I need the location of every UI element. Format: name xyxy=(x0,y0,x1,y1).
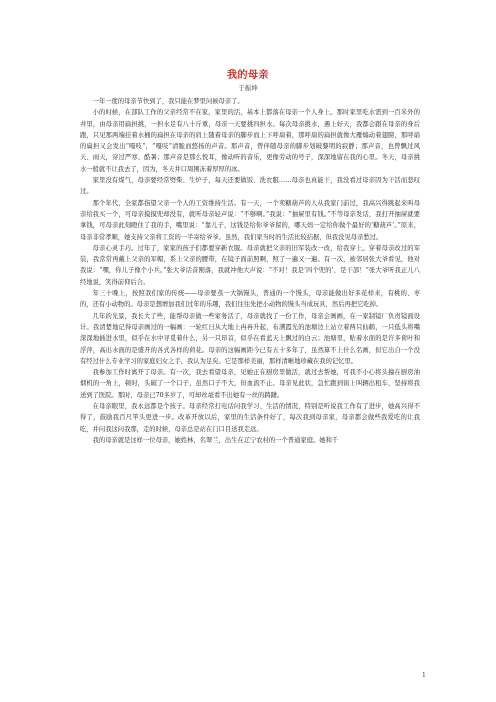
paragraph: 我的母亲就是这样一位母亲，她姓林，名翠兰，出生在辽宁农村的一个普通家庭。她和千 xyxy=(92,436,339,444)
paragraph: 家里没有煤气，母亲要经常劈柴、生炉子，每天还要做饭、洗衣服……母亲也真能干，我没看过母亲因为干活而悲叹过。 xyxy=(80,177,420,196)
paragraph: 母亲心灵手巧。过年了，家家的孩子们都要穿新衣服。母亲就把父亲的旧军装改一改，给我穿上。穿着母亲改过的军装，我常常再戴上父亲的军帽，系上父亲的腰带，在镜子面前照啊，照了一遍又一遍。有一次，被邻居张大爷看见，他对我说：“嘿，你儿子像个小兵。”张大爷话音刚落，我就冲他大声说：“不对！我是‘四个兜的’，是干部！”张大爷听我正儿八经地说，笑得前仰后合。 xyxy=(80,244,420,286)
paragraph: 几年的光景，我长大了些，能帮母亲做一些家务活了，母亲就找了一份工作，母亲会画画，在一家制镜厂负责镜面设计。我清楚地记得母亲画过的一幅画：一轮红日从大地上冉冉升起，布满霞光的池塘边上站立着两只仙鹤，一只低头将嘴深深地插进水里，似乎在水中寻觅着什么，另一只昂首，似乎在看蓝天上飘过的白云；池塘里，贴着水面的是许多荷叶和浮萍，高出水面的是盛开的各式各样的荷花。母亲的这幅画距今已有五十多年了，虽然算不上什么名画，但它出自一个没有经过什么专业学习的家庭妇女之手，我认为足矣。它是那样美丽，那样清晰地珍藏在我的记忆里。 xyxy=(80,312,420,365)
paragraph: 我参加工作时离开了母亲。有一次，我去看望母亲，见她正在厨房里做活，就过去帮她，可我不小心将头撞在厨房油烟机的一角上，顿时，头破了一个口子，虽然口子不大，但血流不止。母亲见此状，急忙跑到街上叫辆出租车，坚持将我送到了医院。那时，母亲已70多岁了，可却丝毫看不出她有一丝的踌躇。 xyxy=(80,369,420,399)
paragraph: 那个年代，全家都指望父亲一个人的工资维持生活。有一天，一个卖糖葫芦的人从我家门前过，我高兴得跳起来叫母亲给我买一个，可母亲摸摸兜却没有，就听母亲轻声说：“不够啊。”我说：“抽屉里有钱。”不等母亲发话，我打开抽屉就要拿钱，可母亲此刻瞪住了我的手，嘴里说：“靠儿子，这钱是给你爷爷留的，哪天妈一定给你做个最好的‘糖葫芦’。”原来，母亲非常孝顺，她支持父亲将工资的一半寄给爷爷。虽然，我们家当时的生活比较拮据，但我没见母亲愁过。 xyxy=(80,199,420,241)
author-name: 于振坤 xyxy=(238,84,258,92)
article-body xyxy=(80,96,420,446)
document-title: 我的母亲 xyxy=(227,70,269,81)
paragraph: 年三十晚上，按照我们家的传统——母亲要蒸一大锅馒头，普通的一个馒头，母亲能做出好多花样来，有桃的、枣的，还有小动物的。母亲是想增加我们过年的乐趣，我们往往先把小动物的馒头当成玩具，然后再把它吃掉。 xyxy=(80,290,420,309)
paragraph: 一年一度的母亲节快到了，我只能在梦里问候母亲了。 xyxy=(92,98,244,105)
page-number: 1 xyxy=(422,672,426,679)
paragraph: 小的时候，在部队工作的父亲经常不在家，家里的活，基本上都落在母亲一个人身上。那时家里吃水需到一百米外的井里，由母亲用扁担挑，一担水足有八十斤重，母亲一天要挑四担水。每次母亲挑水，遇上好天，我都会跟在母亲的身后跑，只见那两端挂着水桶的扁担在母亲的肩上随着母亲的脚步而上下呼扇着，那呼扇的扁担就像大雁煽动着翅膀，那呼扇的扁担又会发出“嘎吱”，“嘎吱”清脆而悠扬的声音。那声音，曾伴随母亲的脚步划破黎明的寂静；那声音，也曾飘过风天、雨天，穿过严寒、酷暑；那声音是那么悦耳，像动听的音乐，更像劳动的号子，深深地留在我的心里。冬天，母亲挑水一般就不让我去了，因为，冬天井口周围冻着厚厚的冰。 xyxy=(80,109,420,173)
paragraph: 在母亲眼里，我永远都是个孩子。母亲经常打电话问我学习、生活的情况，特别是听说我工作有了进步，她高兴得不得了，鼓励我百尺竿头更进一步。改革开放以后，家里的生活条件好了，每次我到母亲家，母亲都会做些我爱吃的让我吃，并问我这问我那，走的时候，母亲总是站在门口目送我走远。 xyxy=(80,403,420,433)
